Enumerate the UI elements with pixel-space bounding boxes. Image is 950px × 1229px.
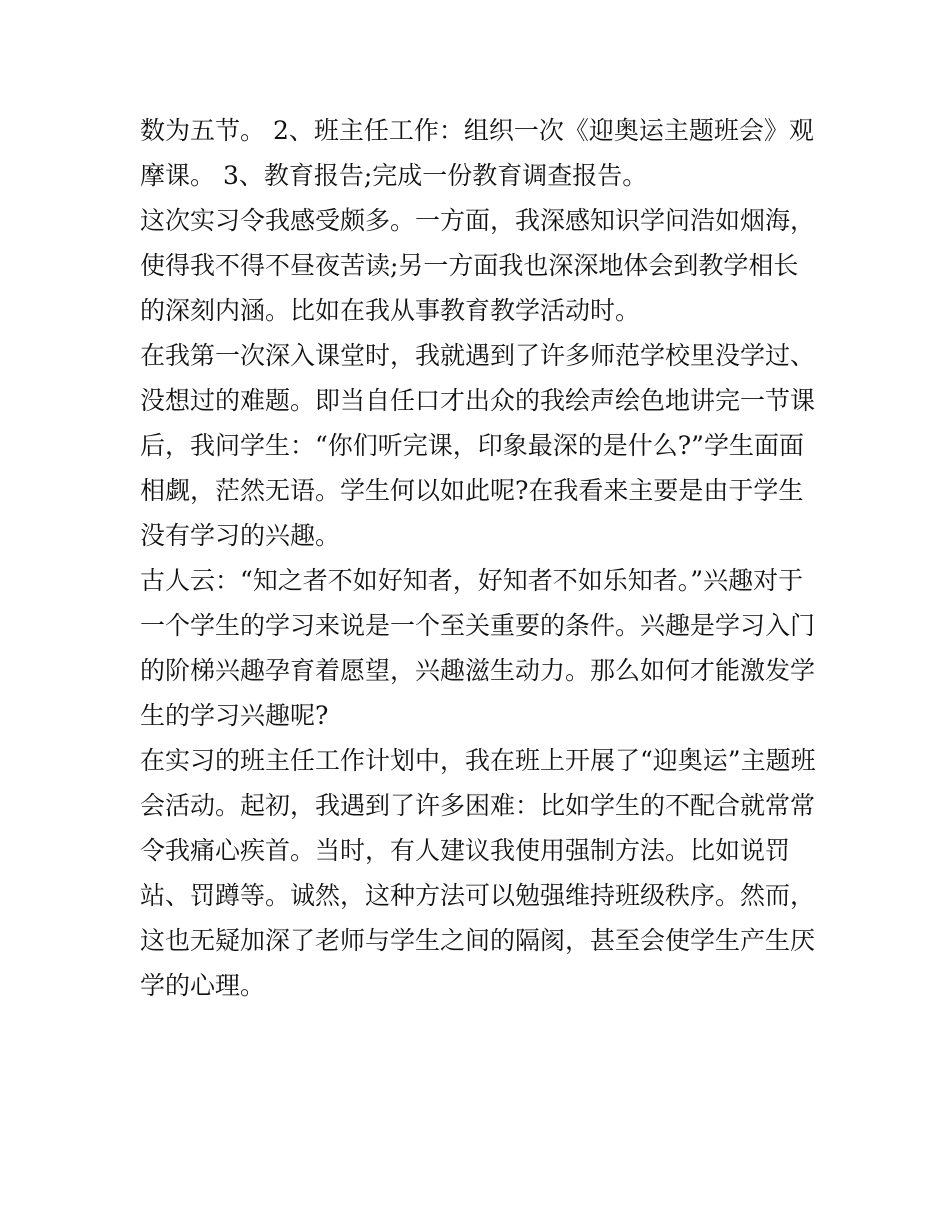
text-line: 站、罚蹲等。诚然，这种方法可以勉强维持班级秩序。然而，	[140, 881, 816, 910]
text-line: 这也无疑加深了老师与学生之间的隔阂，甚至会使学生产生厌	[140, 926, 816, 955]
paragraph-interest	[140, 558, 820, 738]
text-line: 在我第一次深入课堂时，我就遇到了许多师范学校里没学过、	[140, 341, 816, 370]
text-line: 会活动。起初，我遇到了许多困难：比如学生的不配合就常常	[140, 791, 816, 820]
paragraph-schedule	[140, 108, 820, 198]
text-line: 令我痛心疾首。当时，有人建议我使用强制方法。比如说罚	[140, 836, 791, 865]
text-line: 摩课。 3、教育报告;完成一份教育调查报告。	[140, 161, 648, 190]
text-line: 没想过的难题。即当自任口才出众的我绘声绘色地讲完一节课	[140, 386, 816, 415]
text-line: 的阶梯兴趣孕育着愿望，兴趣滋生动力。那么如何才能激发学	[140, 656, 816, 685]
paragraph-reflection	[140, 198, 820, 333]
text-line: 没有学习的兴趣。	[140, 521, 341, 550]
text-line: 一个学生的学习来说是一个至关重要的条件。兴趣是学习入门	[140, 611, 816, 640]
text-line: 古人云：“知之者不如好知者，好知者不如乐知者。”兴趣对于	[140, 566, 804, 595]
text-line: 使得我不得不昼夜苦读;另一方面我也深深地体会到教学相长	[140, 251, 799, 280]
text-line: 的深刻内涵。比如在我从事教育教学活动时。	[140, 296, 641, 325]
paragraph-first-class	[140, 333, 820, 558]
text-line: 生的学习兴趣呢?	[140, 701, 329, 730]
text-line: 后，我问学生：“你们听完课，印象最深的是什么?”学生面面	[140, 431, 804, 460]
text-line: 数为五节。 2、班主任工作：组织一次《迎奥运主题班会》观	[140, 116, 814, 145]
text-line: 在实习的班主任工作计划中，我在班上开展了“迎奥运”主题班	[140, 746, 816, 775]
text-line: 这次实习令我感受颇多。一方面，我深感知识学问浩如烟海，	[140, 206, 816, 235]
text-line: 相觑，茫然无语。学生何以如此呢?在我看来主要是由于学生	[140, 476, 804, 505]
paragraph-class-meeting	[140, 738, 820, 1008]
document-body	[140, 108, 820, 1008]
text-line: 学的心理。	[140, 971, 266, 1000]
